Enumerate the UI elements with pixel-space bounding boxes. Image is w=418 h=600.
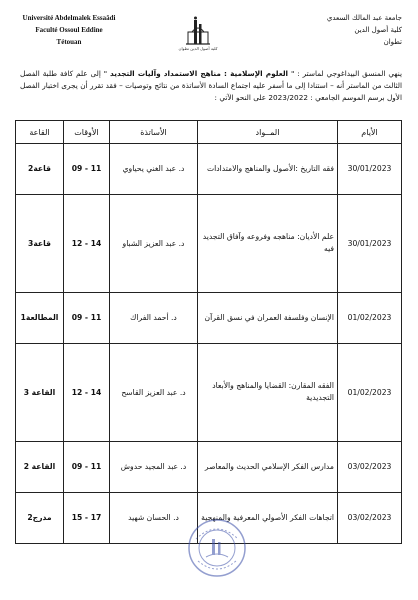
cell-professor: د. أحمد الفراك <box>110 293 198 344</box>
cell-time: 09 - 11 <box>64 442 110 493</box>
cell-time: 15 - 17 <box>64 492 110 543</box>
cell-subject: اتجاهات الفكر الأصولي المعرفية والمنهجية <box>198 492 338 543</box>
header-days: الأيام <box>338 121 402 144</box>
cell-date: 30/01/2023 <box>338 144 402 195</box>
table-row <box>16 442 402 493</box>
intro-part1: ينهي المنسق البيداغوجي لماستر : " <box>288 69 402 78</box>
cell-date: 01/02/2023 <box>338 293 402 344</box>
cell-date: 01/02/2023 <box>338 343 402 441</box>
cell-professor: د. عبد العزيز القاسح <box>110 343 198 441</box>
cell-date: 03/02/2023 <box>338 492 402 543</box>
cell-subject: الفقه المقارن: القضايا والمناهج والأبعاد التجديدية <box>198 343 338 441</box>
table-row <box>16 343 402 441</box>
cell-professor: د. عبد المجيد حدوش <box>110 442 198 493</box>
intro-part2: " إلى علم كافة طلبة الفصل الثالث من الماستر أنه – استنادا إلى ما أسفر عليه اجتماع السادة الأساتذة من نتائج وتوصيات – فقد تقرر أن يجرى اختبار الفصل الأول برسم الموسم الجامعي : 2023/2022 على النحو الآتي : <box>20 69 402 102</box>
header-professors: الأساتذة <box>110 121 198 144</box>
university-name-fr: Université Abdelmalek Essaâdi <box>22 14 116 22</box>
cell-hall: المطالعة1 <box>16 293 64 344</box>
master-title: العلوم الإسلامية : مناهج الاستمداد وآليات التجديد <box>110 69 289 78</box>
cell-professor: د. عبد الغني يحياوي <box>110 144 198 195</box>
cell-professor: د. عبد العزيز الشباو <box>110 194 198 292</box>
cell-subject: علم الأديان: مناهجه وفروعه وآفاق التجديد فيه <box>198 194 338 292</box>
intro-paragraph <box>20 68 402 104</box>
official-stamp-icon <box>186 517 248 579</box>
cell-subject: فقه التاريخ :الأصول والمناهج والامتدادات <box>198 144 338 195</box>
cell-time: 12 - 14 <box>64 194 110 292</box>
logo-caption: كلية أصول الدين تطوان <box>178 46 218 51</box>
faculty-logo-icon <box>180 12 216 48</box>
cell-subject: مدارس الفكر الإسلامي الحديث والمعاصر <box>198 442 338 493</box>
city-name-fr: Tétouan <box>56 38 82 46</box>
cell-hall: مدرج2 <box>16 492 64 543</box>
exam-schedule-table <box>15 120 402 544</box>
city-name-ar: تطوان <box>383 38 402 46</box>
faculty-name-ar: كلية أصول الدين <box>354 26 402 34</box>
table-row <box>16 194 402 292</box>
header-times: الأوقات <box>64 121 110 144</box>
cell-date: 30/01/2023 <box>338 194 402 292</box>
cell-date: 03/02/2023 <box>338 442 402 493</box>
table-header-row <box>16 121 402 144</box>
table-row <box>16 293 402 344</box>
cell-hall: القاعة 2 <box>16 442 64 493</box>
cell-hall: القاعة 3 <box>16 343 64 441</box>
cell-time: 09 - 11 <box>64 144 110 195</box>
header-hall: القاعة <box>16 121 64 144</box>
university-name-ar: جامعة عبد المالك السعدي <box>326 14 402 22</box>
arabic-header <box>292 12 402 48</box>
cell-professor: د. الحسان شهيد <box>110 492 198 543</box>
cell-hall: قاعة2 <box>16 144 64 195</box>
cell-hall: قاعة3 <box>16 194 64 292</box>
faculty-name-fr: Faculté Ossoul Eddine <box>35 26 103 34</box>
latin-header <box>14 12 124 48</box>
table-row <box>16 144 402 195</box>
cell-time: 12 - 14 <box>64 343 110 441</box>
header-subjects: المــواد <box>198 121 338 144</box>
cell-time: 09 - 11 <box>64 293 110 344</box>
cell-subject: الإنسان وفلسفة العمران في نسق القرآن <box>198 293 338 344</box>
